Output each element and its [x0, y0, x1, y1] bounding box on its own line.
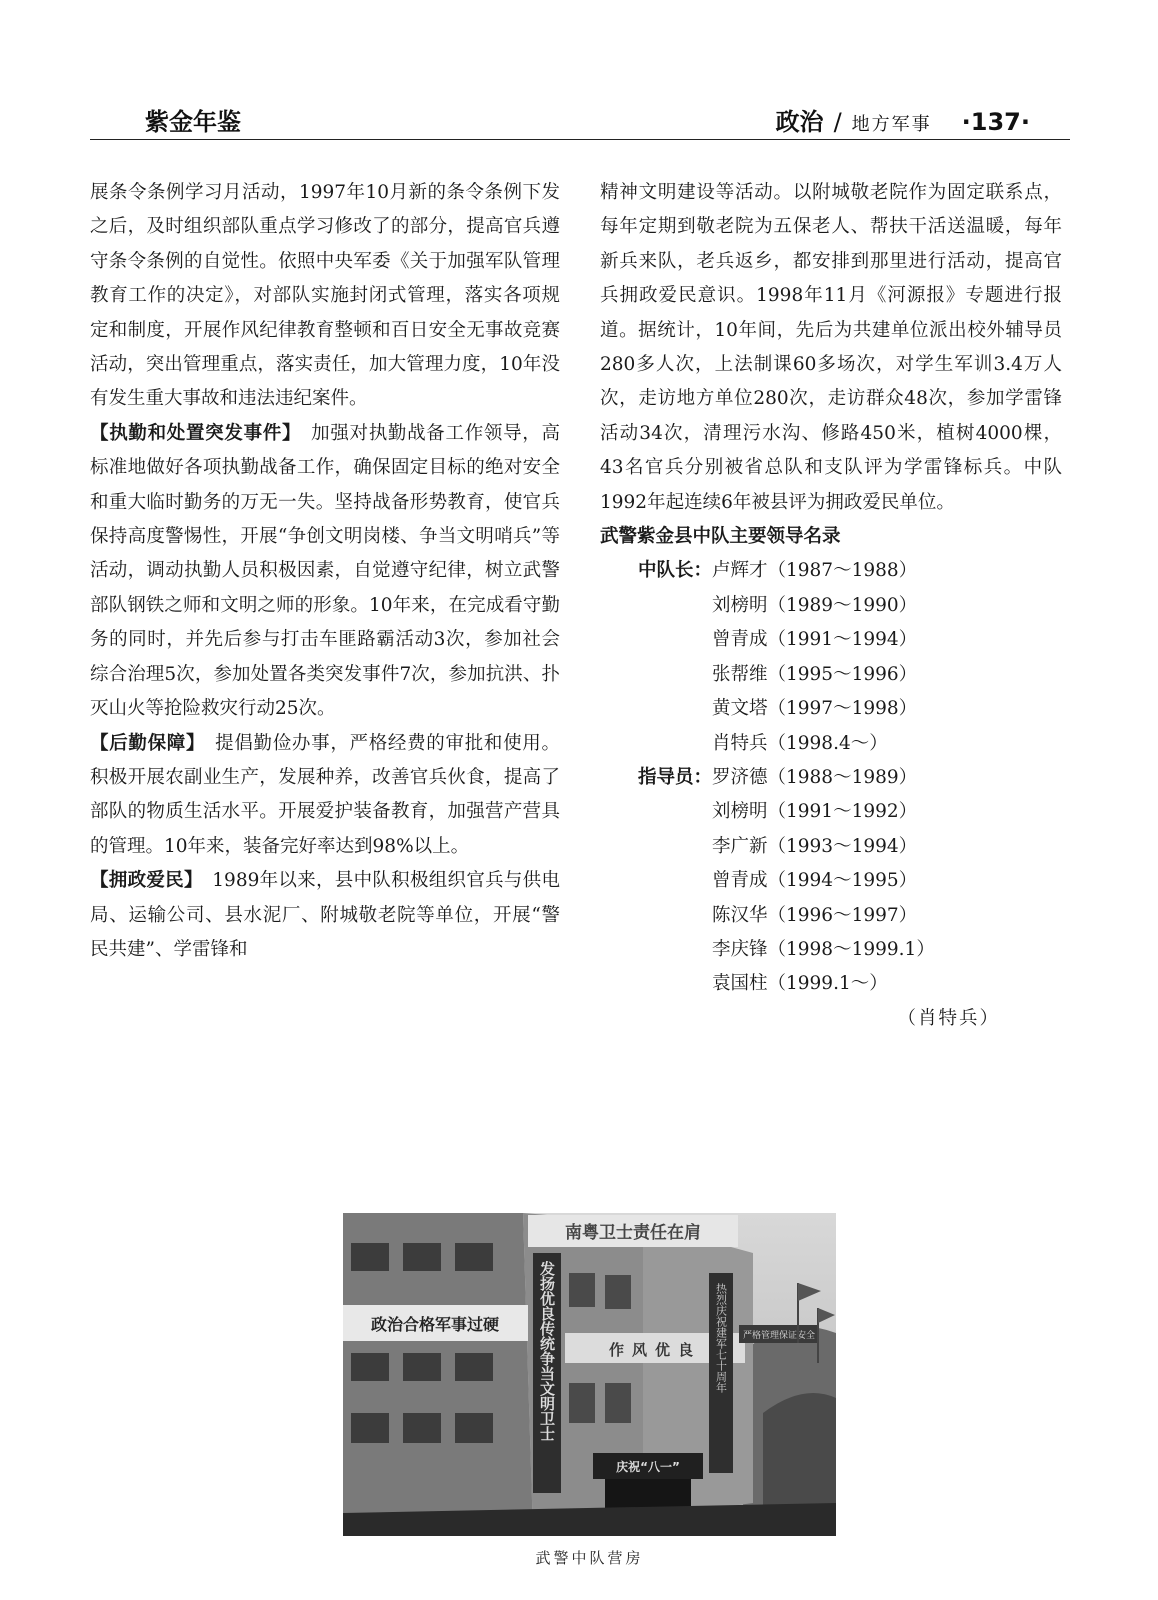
list-item: 曾青成（1994～1995）: [712, 870, 918, 892]
logistics-heading: 【后勤保障】: [90, 732, 196, 754]
list-item: 卢辉才（1987～1988）: [712, 560, 918, 582]
list-item: 李庆锋（1998～1999.1）: [712, 938, 935, 960]
book-title: 紫金年鉴: [145, 108, 241, 136]
duty-section: [90, 417, 560, 727]
list-item: 刘榜明（1991～1992）: [712, 801, 918, 823]
running-header: [90, 100, 1070, 140]
list-item: 陈汉华（1996～1997）: [712, 904, 918, 926]
header-separator: /: [833, 108, 842, 136]
author-credit: （肖特兵）: [897, 1007, 1000, 1029]
center-banner: 作风优良: [608, 1341, 702, 1359]
entrance-sign: 庆祝“八一”: [616, 1460, 680, 1474]
right-column: [600, 176, 1062, 1036]
barracks-photo: [343, 1213, 836, 1536]
photo-caption: 武警中队营房: [535, 1549, 644, 1567]
leaders-list-title: 武警紫金县中队主要领导名录: [600, 526, 841, 548]
support-section: [90, 864, 560, 967]
header-rule: [90, 139, 1070, 140]
instructors-label: 指导员：: [637, 766, 712, 788]
commanders-group: [600, 554, 1062, 760]
logistics-section: [90, 727, 560, 865]
list-item: 罗济德（1988～1989）: [712, 766, 918, 788]
logistics-body: 提倡勤俭办事，严格经费的审批和使用。积极开展农副业生产，发展种养，改善官兵伙食，提高了部队的物质生活水平。开展爱护装备教育，加强营产营具的管理。10年来，装备完好率达到98%以上。: [90, 732, 560, 857]
duty-heading: 【执勤和处置突发事件】: [90, 422, 292, 444]
left-column: [90, 176, 560, 967]
section-label: [776, 102, 1030, 137]
list-item: 李广新（1993～1994）: [712, 835, 918, 857]
instructors-list: [712, 761, 1062, 1002]
continuation-paragraph: 精神文明建设等活动。以附城敬老院作为固定联系点，每年定期到敬老院为五保老人、帮扶干活送温暖，每年新兵来队，老兵返乡，都安排到那里进行活动，提高官兵拥政爱民意识。1998年11月《河源报》专题进行报道。据统计，10年间，先后为共建单位派出校外辅导员280多人次，上法制课60多场次，对学生军训3.4万人次，走访地方单位280次，走访群众48次，参加学雷锋活动34次，清理污水沟、修路450米，植树4000棵，43名官兵分别被省总队和支队评为学雷锋标兵。中队1992年起连续6年被县评为拥政爱民单位。: [600, 182, 1062, 513]
intro-paragraph: 展条令条例学习月活动，1997年10月新的条令条例下发之后，及时组织部队重点学习修改了的部分，提高官兵遵守条令条例的自觉性。依照中央军委《关于加强军队管理教育工作的决定》，对部队实施封闭式管理，落实各项规定和制度，开展作风纪律教育整顿和百日安全无事故竞赛活动，突出管理重点，落实责任，加大管理力度，10年没有发生重大事故和违法违纪案件。: [90, 182, 560, 410]
list-item: 刘榜明（1989～1990）: [712, 594, 918, 616]
page-number: ·137·: [961, 108, 1030, 136]
list-item: 黄文塔（1997～1998）: [712, 698, 918, 720]
support-heading: 【拥政爱民】: [90, 870, 194, 892]
list-item: 张帮维（1995～1996）: [712, 663, 918, 685]
right-vertical-banner: 热烈庆祝建军七十周年: [714, 1283, 728, 1393]
instructors-group: [600, 761, 1062, 1002]
barracks-photo-illustration: [343, 1213, 836, 1536]
list-item: 肖特兵（1998.4～）: [712, 732, 888, 754]
support-body: 1989年以来，县中队积极组织官兵与供电局、运输公司、县水泥厂、附城敬老院等单位，开展“警民共建”、学雷锋和: [90, 870, 560, 960]
duty-body: 加强对执勤战备工作领导，高标准地做好各项执勤战备工作，确保固定目标的绝对安全和重大临时勤务的万无一失。坚持战备形势教育，使官兵保持高度警惕性，开展“争创文明岗楼、争当文明哨兵”等活动，调动执勤人员积极因素，自觉遵守纪律，树立武警部队钢铁之师和文明之师的形象。10年来，在完成看守勤务的同时，并先后参与打击车匪路霸活动3次，参加社会综合治理5次，参加处置各类突发事件7次，参加抗洪、扑灭山火等抢险救灾行动25次。: [90, 422, 560, 720]
commanders-label: 中队长：: [637, 560, 712, 582]
list-item: 袁国柱（1999.1～）: [712, 973, 888, 995]
section-name: 政治: [775, 108, 824, 136]
list-item: 曾青成（1991～1994）: [712, 629, 918, 651]
commanders-list: [712, 554, 1062, 760]
right-small-banner: 严格管理保证安全: [742, 1331, 816, 1341]
left-banner: 政治合格军事过硬: [370, 1315, 500, 1334]
vertical-banner: 发扬优良传统争当文明卫士: [538, 1261, 556, 1441]
roof-sign: 南粤卫士责任在肩: [565, 1223, 701, 1243]
subsection-name: 地方军事: [851, 114, 932, 135]
